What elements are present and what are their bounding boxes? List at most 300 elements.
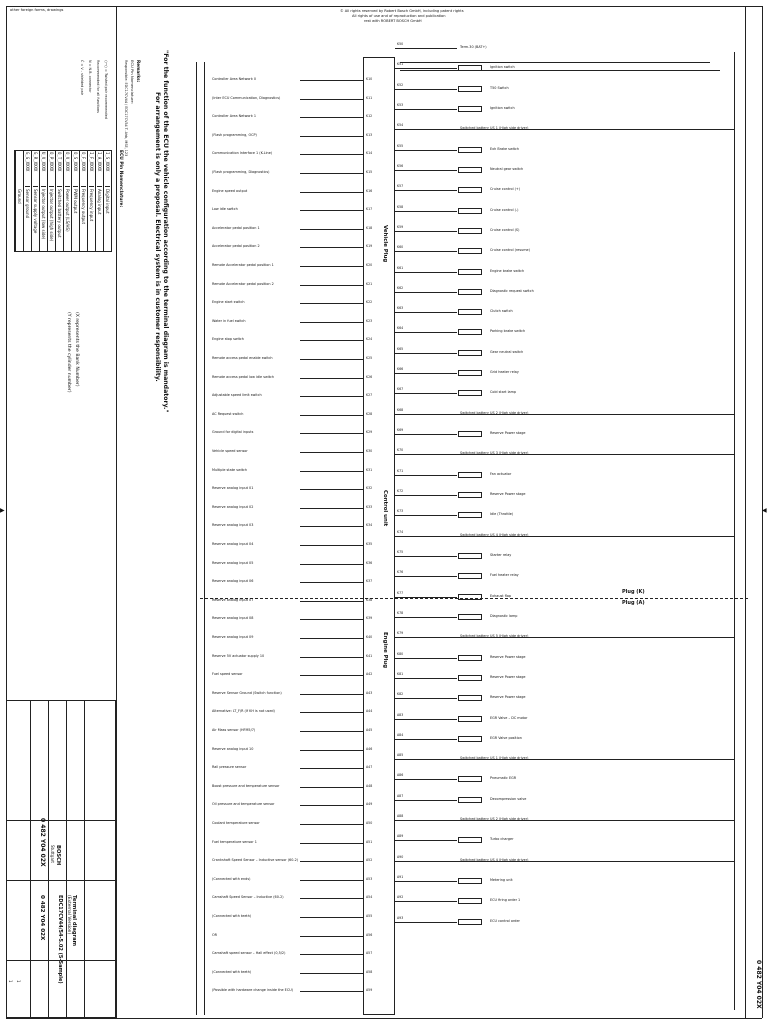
tb-col-1 (30, 700, 31, 1018)
frame-bottom (6, 1018, 762, 1019)
left-component-label: Reserve 5V actuator supply 10 (212, 653, 265, 658)
left-wire (300, 173, 363, 174)
left-wire (300, 396, 363, 397)
right-pin-number: A87 (397, 793, 404, 798)
right-edge-marker: ◀ (762, 507, 767, 514)
right-component-label: Cruise control (+) (490, 187, 521, 192)
right-wire (395, 170, 457, 171)
left-wire (300, 247, 363, 248)
right-pin-number: K68 (397, 407, 404, 412)
nomenclature-row (95, 151, 103, 251)
nomenclature-code: G_R_XXXX (33, 151, 38, 187)
right-pin-number: A83 (397, 712, 404, 717)
left-pin-number: K22 (366, 300, 373, 305)
right-component-label: Diagnostic lamp (490, 613, 518, 618)
component-symbol (458, 776, 482, 782)
right-wire (395, 109, 457, 110)
left-component-label: Reserve analog input 02 (212, 504, 254, 509)
right-component-label: Switched battery US 5 (High side driver) (460, 634, 529, 639)
left-component-label: Reserve analog input 07 (212, 597, 254, 602)
left-component-label: Engine speed output (212, 188, 248, 193)
legend-connector: N = N.B. connector (88, 60, 92, 93)
right-component-label: Fan actuator (490, 471, 512, 476)
doc-number-2: 0 482 Y04 02X (39, 818, 46, 867)
right-component-label: Exh Brake switch (490, 146, 520, 151)
left-component-label: (Flash programming, Diagnostics) (212, 170, 270, 174)
right-wire (395, 353, 457, 354)
left-component-label: OR (212, 932, 218, 937)
right-bus-line (734, 52, 735, 1010)
left-pin-number: K11 (366, 95, 373, 100)
nomenclature-desc: Ground (17, 189, 22, 204)
left-component-label: Camshaft Speed Sensor – Inductive (60-2) (212, 895, 284, 900)
left-wire (300, 675, 363, 676)
bat-line-2 (400, 70, 720, 71)
right-component-label: Switched battery US 1 (High side driver) (460, 126, 529, 131)
right-component-label: Neutral gear switch (490, 166, 524, 171)
left-pin-number: K37 (366, 579, 373, 584)
component-symbol (458, 269, 482, 275)
right-pin-number: K72 (397, 489, 404, 493)
right-wire (395, 881, 457, 882)
component-symbol (458, 187, 482, 193)
left-pin-number: A50 (366, 821, 373, 825)
left-component-label: (Connected with ends) (212, 876, 251, 881)
component-symbol (458, 898, 482, 904)
component-symbol (458, 65, 482, 71)
left-pin-number: A48 (366, 783, 373, 788)
component-symbol (458, 248, 482, 254)
right-pin-number: A84 (397, 732, 404, 737)
left-pin-number: K15 (366, 170, 373, 174)
right-component-label: Fuel heater relay (490, 573, 519, 578)
left-wire (300, 991, 363, 992)
nomenclature-code: I_A_XXXX (97, 151, 102, 187)
right-component-label: Diagnostic request switch (490, 288, 534, 293)
right-pin-number: K52 (397, 82, 404, 87)
component-symbol (458, 736, 482, 742)
left-wire (300, 768, 363, 769)
left-wire (300, 805, 363, 806)
left-pin-number: K40 (366, 635, 373, 639)
left-component-label: Reserve analog input 05 (212, 560, 254, 565)
left-component-label: Controller Area Network 1 (212, 114, 257, 119)
left-pin-number: K13 (366, 132, 373, 137)
left-wire (300, 526, 363, 527)
left-component-label: Communication Interface 1 (K-Line) (212, 151, 273, 156)
nomenclature-desc: Injector output (low side) (41, 189, 46, 240)
component-symbol (458, 329, 482, 335)
left-component-label: Reserve Sensor Ground (Switch function) (212, 690, 282, 695)
right-wire (395, 840, 457, 841)
tb-col-2 (48, 700, 49, 1018)
nomenclature-desc: PWM output (73, 189, 78, 214)
right-pin-number: K78 (397, 610, 404, 615)
left-pin-number: A46 (366, 746, 373, 751)
left-wire (300, 861, 363, 862)
left-pin-number: K39 (366, 616, 373, 621)
nomenclature-code: O_V_XXXX (65, 151, 70, 187)
left-pin-number: K23 (366, 318, 373, 323)
right-component-label: EGR Valve – DC motor (490, 715, 528, 720)
right-pin-number: K57 (397, 184, 404, 189)
left-pin-number: K24 (366, 337, 373, 342)
right-pin-number: A89 (397, 834, 404, 839)
left-pin-number: A59 (366, 988, 373, 993)
left-wire (300, 340, 363, 341)
left-pin-number: A49 (366, 802, 373, 807)
left-bus-line (196, 62, 197, 1015)
left-pin-number: A43 (366, 690, 373, 695)
doc-number: 0 482 Y04 02X (39, 895, 45, 941)
left-pin-number: K38 (366, 597, 373, 602)
left-wire (300, 80, 363, 81)
right-component-label: T50 Switch (490, 85, 509, 90)
right-wire (395, 901, 457, 902)
left-wire (300, 192, 363, 193)
left-wire (300, 954, 363, 955)
right-pin-number: K65 (397, 346, 404, 351)
right-wire (395, 800, 457, 801)
left-wire (300, 322, 363, 323)
left-wire (300, 657, 363, 658)
left-component-label: Reserve analog input 09 (212, 635, 254, 639)
ecu-name: EDC17CV44/54-5.02 (5-Sample) (57, 895, 63, 984)
header-top-left: other foreign forms, drawings (10, 8, 64, 12)
company-logo-text: BOSCH (55, 845, 61, 866)
right-component-label: Ignition switch (490, 65, 515, 70)
right-wire (395, 272, 457, 273)
tb-col-3 (66, 700, 67, 1018)
right-wire (395, 48, 457, 49)
left-wire (300, 229, 363, 230)
right-pin-number: K60 (397, 245, 404, 250)
right-component-label: Reserve Power stage (490, 431, 526, 436)
left-component-label: Controller Area Network 0 (212, 77, 257, 81)
nomenclature-row (87, 151, 95, 251)
left-component-label: Accelerator pedal position 1 (212, 225, 260, 230)
left-component-label: Remote Accelerator pedal position 1 (212, 263, 274, 267)
left-component-label: Remote access pedal low idle switch (212, 374, 275, 379)
right-pin-number: K77 (397, 590, 404, 595)
left-component-label: Accelerator pedal position 2 (212, 244, 260, 249)
legend-recommended: Recommended for all functions (96, 60, 100, 113)
left-wire (300, 303, 363, 304)
left-wire (300, 601, 363, 602)
legend-twisted: ○─○ = Twisted pair recommended (104, 60, 108, 119)
right-component-label: Reserve Power stage (490, 492, 526, 496)
left-wire (300, 824, 363, 825)
right-component-label: Cruise control (resume) (490, 248, 530, 253)
nomenclature-row (39, 151, 47, 251)
right-component-label: EGR Valve position (490, 735, 522, 740)
right-pin-number: K74 (397, 529, 404, 534)
right-wire (395, 556, 457, 557)
left-component-label: Crankshaft Speed Sensor – Inductive sensor (60-2) (212, 858, 299, 863)
left-component-label: Multiple state switch (212, 467, 248, 472)
left-pin-number: K12 (366, 114, 373, 119)
left-pin-number: A52 (366, 858, 373, 863)
vehicle-plug-label: Vehicle Plug (382, 225, 388, 263)
left-pin-number: K17 (366, 207, 373, 212)
right-wire (395, 739, 457, 740)
right-wire (395, 678, 457, 679)
nomenclature-table (17, 150, 123, 252)
component-symbol (458, 797, 482, 803)
left-wire (300, 415, 363, 416)
nomenclature-row (15, 151, 23, 251)
right-pin-number: K53 (397, 102, 404, 107)
left-pin-number: K27 (366, 393, 373, 398)
component-symbol (458, 370, 482, 376)
component-symbol (458, 675, 482, 681)
right-component-label: Cold start lamp (490, 390, 517, 395)
right-pin-number: A85 (397, 753, 404, 758)
left-component-label: Coolant temperature sensor (212, 821, 260, 825)
right-wire (395, 373, 457, 374)
left-pin-number: K16 (366, 188, 373, 193)
left-wire (300, 619, 363, 620)
right-wire (395, 150, 457, 151)
left-component-label: Adjustable speed limit switch (212, 393, 262, 398)
component-symbol (458, 167, 482, 173)
y-note: (Y represents the cylinder number) (66, 312, 71, 393)
left-wire (300, 750, 363, 751)
left-pin-number: K20 (366, 263, 373, 267)
left-pin-number: A42 (366, 672, 373, 677)
left-pin-number: K41 (366, 653, 373, 658)
component-symbol (458, 614, 482, 620)
right-wire (395, 434, 457, 435)
right-pin-number: A91 (397, 875, 404, 880)
right-wire (395, 779, 457, 780)
right-wire (395, 332, 457, 333)
left-component-label: AC Request switch (212, 411, 244, 416)
right-wire (395, 251, 457, 252)
left-component-label: Reserve analog input 03 (212, 523, 254, 528)
left-pin-number: A55 (366, 914, 373, 918)
tb-row-1 (6, 820, 116, 821)
component-symbol (458, 492, 482, 498)
nomenclature-desc: Frequency input (89, 189, 94, 222)
right-component-label: ECU control order (490, 918, 520, 923)
left-pin-number: K31 (366, 467, 373, 472)
company-city: Stuttgart (50, 845, 55, 863)
copyright-line3: rest with ROBERT BOSCH GmbH (364, 19, 422, 23)
left-wire (300, 917, 363, 918)
right-component-label: Pneumatic EGR (490, 776, 517, 781)
right-pin-number: K70 (397, 448, 404, 453)
component-symbol (458, 147, 482, 153)
left-pin-number: K14 (366, 151, 373, 156)
right-component-label: Engine brake switch (490, 268, 525, 273)
nomenclature-row (47, 151, 55, 251)
component-symbol (458, 106, 482, 112)
right-component-label: Gear neutral switch (490, 349, 524, 354)
copyright-line2: All rights of use and of reproduction and publication (352, 14, 446, 18)
left-pin-number: K33 (366, 504, 373, 509)
tb-col-4 (84, 700, 85, 1018)
right-component-label: Switched battery US 4 (High side driver) (460, 532, 529, 537)
left-pin-number: A53 (366, 876, 373, 881)
left-component-label: Vehicle speed sensor (212, 449, 248, 453)
right-component-label: Metering unit (490, 878, 513, 883)
right-component-label: Cruise control (S) (490, 227, 520, 232)
right-pin-number: K73 (397, 509, 404, 514)
nomenclature-code: I_S_XXXX (105, 151, 110, 187)
nomenclature-row (63, 151, 71, 251)
nomenclature-row (23, 151, 31, 251)
nomenclature-code: O_T_XXXX (57, 151, 62, 187)
right-pin-number: A93 (397, 915, 404, 920)
component-symbol (458, 350, 482, 356)
nomenclature-desc: Sensor ground (25, 189, 30, 219)
right-component-label: Switched battery US 1 (High side driver) (460, 756, 529, 761)
nomenclature-row (79, 151, 87, 251)
left-component-label: Boost pressure and temperature sensor (212, 783, 280, 788)
nomenclature-code: O_S_XXXX (73, 151, 78, 187)
right-component-label: Parking brake switch (490, 329, 526, 334)
left-bus-line-2 (204, 62, 205, 1015)
left-pin-number: K25 (366, 356, 373, 360)
nomenclature-code: I_F_XXXX (89, 151, 94, 187)
right-wire (395, 495, 457, 496)
component-symbol (458, 86, 482, 92)
left-pin-number: K36 (366, 560, 373, 565)
frame-top (6, 6, 762, 7)
left-component-label: (Flash programming, OCP) (212, 132, 257, 137)
left-wire (300, 787, 363, 788)
left-pin-number: A45 (366, 728, 373, 732)
right-component-label: Turbo charger (490, 837, 514, 842)
left-component-label: Remote access pedal enable switch (212, 356, 273, 360)
right-component-label: Switched battery US 2 (High side driver) (460, 410, 529, 415)
left-component-label: Fuel temperature sensor 1 (212, 839, 257, 844)
bat-line (400, 62, 710, 63)
left-component-label: Remote Accelerator pedal position 2 (212, 281, 274, 286)
left-edge-marker: ▶ (0, 507, 5, 514)
left-pin-number: K35 (366, 542, 373, 546)
left-pin-number: K29 (366, 430, 373, 435)
nomenclature-desc: Power output (LS/HS) (65, 189, 70, 232)
component-symbol (458, 208, 482, 214)
remarks-line2: Responsible: EDC17CV44 / EDC17CV54 T. Ahb, MSE, 123 (124, 60, 128, 157)
left-wire (300, 880, 363, 881)
right-pin-number: A86 (397, 773, 404, 778)
right-wire (395, 68, 457, 69)
right-pin-number: K51 (397, 62, 404, 67)
right-pin-number: K66 (397, 367, 404, 372)
nomenclature-desc: Injector output (high side) (49, 189, 54, 242)
left-pin-number: A57 (366, 951, 373, 956)
right-pin-number: K50 (397, 42, 404, 46)
right-wire (395, 393, 457, 394)
left-component-label: Fuel speed sensor (212, 672, 243, 677)
right-component-label: Switched battery US 3 (High side driver) (460, 451, 529, 456)
right-wire (395, 515, 457, 516)
right-pin-number: K75 (397, 549, 404, 554)
left-wire (300, 99, 363, 100)
nomenclature-row (31, 151, 39, 251)
right-wire (395, 89, 457, 90)
left-component-label: Camshaft speed sensor – Hall effect (0,5/2) (212, 951, 286, 956)
tb-row-2 (6, 880, 116, 881)
right-component-label: Reserve Power stage (490, 674, 526, 679)
left-component-label: Alternative: LT_F/R (If KH is not used) (212, 709, 275, 714)
nomenclature-code: U_V_XXXX (41, 151, 46, 187)
control-unit-label: Control unit (382, 490, 388, 527)
left-component-label: Reserve analog input 01 (212, 486, 254, 491)
component-symbol (458, 390, 482, 396)
left-component-label: (Connected with teeth) (212, 914, 252, 918)
nomenclature-row (103, 151, 111, 251)
left-wire (300, 452, 363, 453)
left-pin-number: K28 (366, 411, 373, 416)
right-margin-number: 0 482 Y04 02X (755, 960, 762, 1009)
nomenclature-desc: Sensor supply voltage (33, 189, 38, 234)
left-pin-number: K30 (366, 449, 373, 453)
component-symbol (458, 594, 482, 600)
left-pin-number: K34 (366, 523, 373, 528)
right-component-label: Grid heater relay (490, 370, 519, 375)
right-wire (395, 475, 457, 476)
component-symbol (458, 431, 482, 437)
left-component-label: (Possible with hardware change inside the ECU) (212, 988, 294, 993)
right-wire (395, 292, 457, 293)
right-pin-number: A88 (397, 814, 404, 819)
left-component-label: Reserve analog input 06 (212, 579, 254, 584)
left-component-label: Reserve analog input 08 (212, 616, 254, 621)
copyright-line1: © All rights reserved by Robert Bosch GmbH, including patent rights (340, 9, 464, 13)
component-symbol (458, 716, 482, 722)
nomenclature-row (55, 151, 63, 251)
right-wire (395, 312, 457, 313)
left-pin-number: K26 (366, 374, 373, 379)
component-symbol (458, 553, 482, 559)
right-wire (395, 719, 457, 720)
component-symbol (458, 289, 482, 295)
left-pin-number: K21 (366, 281, 373, 286)
left-wire (300, 545, 363, 546)
x-note: (X represents the Bank Number) (74, 312, 79, 387)
nomenclature-title: ECU Pin Nomenclature: (118, 150, 123, 208)
left-wire (300, 973, 363, 974)
right-component-label: Cruise control (-) (490, 207, 519, 212)
left-wire (300, 564, 363, 565)
left-wire (300, 378, 363, 379)
component-symbol (458, 472, 482, 478)
left-pin-number: K32 (366, 486, 373, 491)
control-unit-box (363, 57, 395, 1015)
right-pin-number: K80 (397, 651, 404, 656)
nomenclature-row (71, 151, 79, 251)
left-wire (300, 582, 363, 583)
right-pin-number: K54 (397, 123, 404, 128)
nomenclature-code: O_F_XXXX (81, 151, 86, 187)
right-pin-number: K71 (397, 468, 404, 473)
right-wire (395, 922, 457, 923)
left-component-label: Ground for digital inputs (212, 430, 254, 435)
right-pin-number: K82 (397, 692, 404, 697)
mandatory-note-2: For arrangement is only a proposal. Electrical system is in customer responsibility. (154, 92, 161, 382)
left-wire (300, 712, 363, 713)
frame-inner-right (745, 6, 746, 1018)
right-pin-number: K79 (397, 631, 404, 636)
nomenclature-desc: Frequency output (81, 189, 86, 225)
right-pin-number: K81 (397, 671, 404, 676)
right-pin-number: A90 (397, 854, 404, 859)
right-component-label: Reserve Power stage (490, 695, 526, 700)
